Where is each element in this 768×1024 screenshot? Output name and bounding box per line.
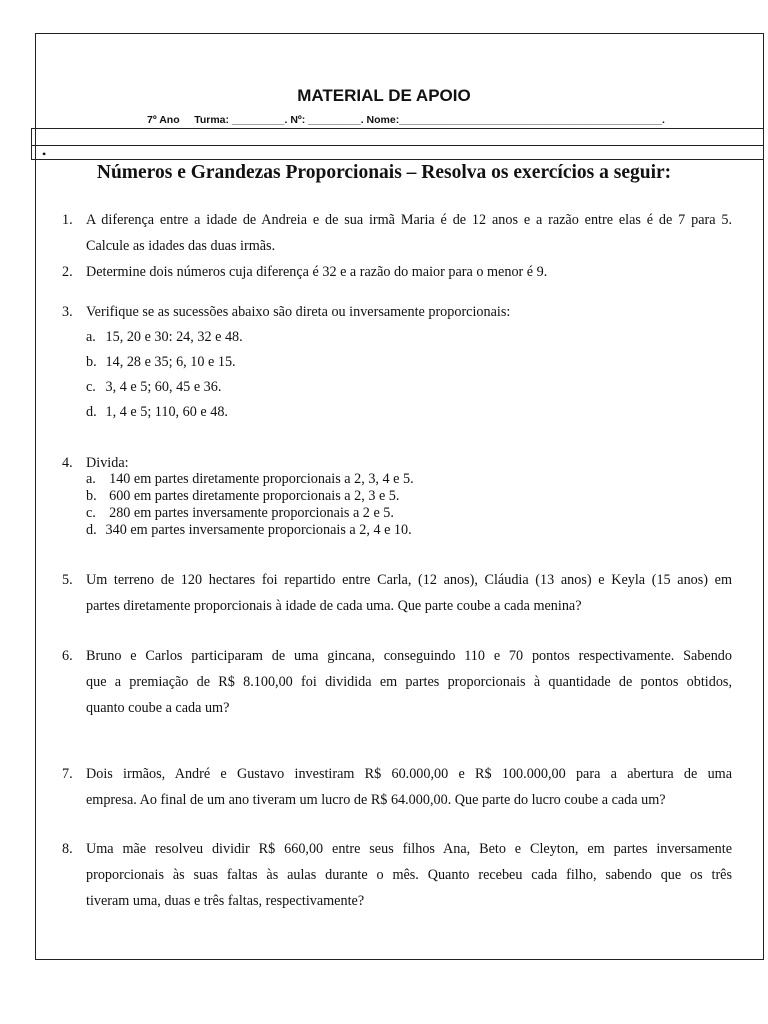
sub-item: c. 280 em partes inversamente proporcionais a 2 e 5.	[86, 505, 394, 521]
bullet: •	[42, 147, 47, 161]
question-line: empresa. Ao final de um ano tiveram um lucro de R$ 64.000,00. Que parte do lucro coube a cada um?	[86, 792, 666, 808]
question-number: 8.	[62, 841, 73, 857]
sub-item: a. 15, 20 e 30: 24, 32 e 48.	[86, 329, 243, 345]
question-number: 2.	[62, 264, 73, 280]
question-line: que a premiação de R$ 8.100,00 foi dividida em partes proporcionais à quantidade de pontos obtidos,	[86, 674, 732, 690]
question-line: Dois irmãos, André e Gustavo investiram R$ 60.000,00 e R$ 100.000,00 para a abertura de uma	[86, 766, 732, 782]
sub-item: a. 140 em partes diretamente proporcionais a 2, 3, 4 e 5.	[86, 471, 414, 487]
question-line: Divida:	[86, 455, 129, 471]
question-line: Determine dois números cuja diferença é 32 e a razão do maior para o menor é 9.	[86, 264, 548, 280]
sub-item: d. 340 em partes inversamente proporcionais a 2, 4 e 10.	[86, 522, 412, 538]
question-line: proporcionais às suas faltas às aulas durante o mês. Quanto recebeu cada filho, sabendo que os três	[86, 867, 732, 883]
question-line: tiveram uma, duas e três faltas, respectivamente?	[86, 893, 365, 909]
sub-item: d. 1, 4 e 5; 110, 60 e 48.	[86, 404, 228, 420]
question-line: A diferença entre a idade de Andreia e de sua irmã Maria é de 12 anos e a razão entre elas é de 7 para 5.	[86, 212, 732, 228]
question-number: 4.	[62, 455, 73, 471]
question-line: partes diretamente proporcionais à idade de cada uma. Que parte coube a cada menina?	[86, 598, 582, 614]
question-line: Uma mãe resolveu dividir R$ 660,00 entre seus filhos Ana, Beto e Cleyton, em partes inversamente	[86, 841, 732, 857]
question-8	[62, 836, 732, 914]
header-box-lower	[31, 146, 764, 160]
question-line: Bruno e Carlos participaram de uma gincana, conseguindo 110 e 70 pontos respectivamente. Sabendo	[86, 648, 732, 664]
question-line: quanto coube a cada um?	[86, 700, 230, 716]
question-6	[62, 643, 732, 721]
header-box	[31, 128, 764, 146]
document-title: MATERIAL DE APOIO	[297, 86, 471, 105]
page-heading: Números e Grandezas Proporcionais – Resolva os exercícios a seguir:	[96, 162, 672, 183]
question-number: 7.	[62, 766, 73, 782]
question-number: 5.	[62, 572, 73, 588]
question-line: Verifique se as sucessões abaixo são direta ou inversamente proporcionais:	[86, 304, 511, 320]
question-1	[62, 207, 732, 259]
question-number: 3.	[62, 304, 73, 320]
question-number: 1.	[62, 212, 73, 228]
question-7	[62, 761, 732, 813]
question-4	[62, 455, 732, 539]
sub-item: c. 3, 4 e 5; 60, 45 e 36.	[86, 379, 222, 395]
question-5	[62, 567, 732, 619]
question-3	[62, 299, 732, 425]
student-info-line: 7º Ano Turma: _________. Nº: _________. Nome:_____________________________________________.	[147, 114, 665, 126]
question-2	[62, 259, 732, 285]
question-number: 6.	[62, 648, 73, 664]
sub-item: b. 14, 28 e 35; 6, 10 e 15.	[86, 354, 236, 370]
question-line: Um terreno de 120 hectares foi repartido entre Carla, (12 anos), Cláudia (13 anos) e Keyla (15 anos) em	[86, 572, 732, 588]
question-line: Calcule as idades das duas irmãs.	[86, 238, 276, 254]
sub-item: b. 600 em partes diretamente proporcionais a 2, 3 e 5.	[86, 488, 400, 504]
